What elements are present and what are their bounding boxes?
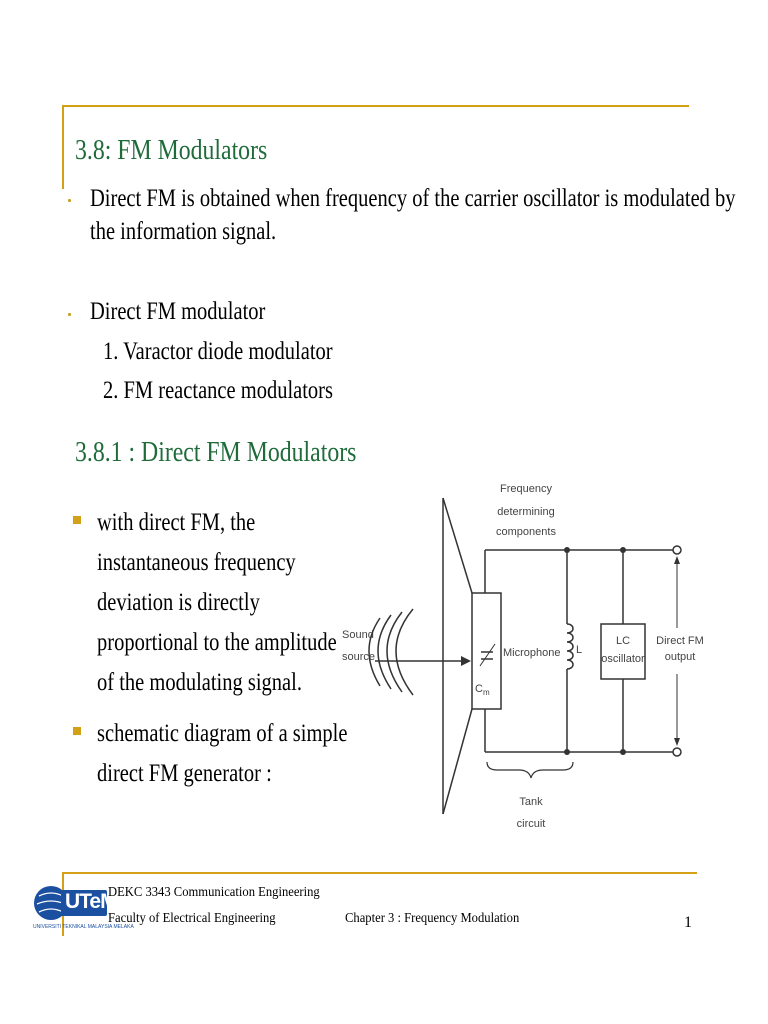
output-terminal	[673, 748, 681, 756]
osc-label: LC	[615, 635, 631, 647]
junction-dot	[564, 749, 570, 755]
top-rule	[62, 105, 689, 107]
sound-arrow-head	[461, 656, 471, 666]
section-title: 3.8: FM Modulators	[75, 134, 268, 166]
footer-chapter: Chapter 3 : Frequency Modulation	[345, 911, 520, 926]
bullet-line: direct FM generator :	[97, 760, 272, 787]
output-label: Direct FM	[656, 635, 704, 647]
bullet-text-2: Direct FM modulator	[90, 298, 266, 325]
tank-label: circuit	[516, 818, 546, 830]
bullet-line: of the modulating signal.	[97, 669, 302, 696]
sub-item-1: 1. Varactor diode modulator	[103, 338, 333, 365]
cm-label: $C_m$	[475, 683, 490, 697]
tank-label: Tank	[519, 796, 543, 808]
bullet-square-icon	[73, 727, 81, 735]
freq-label: Frequency	[500, 483, 552, 495]
output-arrow-head	[674, 556, 680, 564]
sound-wave	[396, 609, 413, 695]
sub-bullet-text-1	[97, 503, 337, 703]
bullet-icon	[68, 199, 71, 202]
top-left-rule	[62, 105, 64, 189]
bullet-text-1	[90, 182, 736, 248]
fm-generator-schematic	[335, 478, 704, 838]
junction-dot	[564, 547, 570, 553]
bullet-line: the information signal.	[90, 218, 277, 245]
sound-label: Sound	[342, 629, 374, 641]
inductor-label: L	[576, 644, 583, 656]
bullet-line: with direct FM, the	[97, 509, 256, 536]
output-arrow-head	[674, 738, 680, 746]
bullet-icon	[68, 313, 71, 316]
bullet-line: deviation is directly	[97, 589, 260, 616]
sub-bullet-text-2	[97, 714, 347, 794]
page-number: 1	[684, 914, 692, 931]
bullet-square-icon	[73, 516, 81, 524]
logo-subtext: UNIVERSITI TEKNIKAL MALAYSIA MELAKA	[33, 924, 134, 930]
sound-label: source	[342, 651, 376, 663]
footer-faculty: Faculty of Electrical Engineering	[108, 911, 276, 926]
bullet-line: instantaneous frequency	[97, 549, 296, 576]
output-terminal	[673, 546, 681, 554]
bullet-line: schematic diagram of a simple	[97, 720, 348, 747]
microphone-label: Microphone	[503, 647, 561, 659]
bullet-line: Direct FM is obtained when frequency of the carrier oscillator is modulated by	[90, 185, 736, 212]
cone-bottom-line	[443, 709, 472, 814]
sound-wave	[378, 615, 391, 689]
inductor-coil	[567, 624, 573, 669]
logo-text: UTeM	[65, 890, 117, 913]
bullet-line: proportional to the amplitude	[97, 629, 337, 656]
bottom-rule	[62, 872, 697, 874]
output-label: output	[664, 651, 696, 663]
utem-logo	[33, 878, 134, 934]
sub-item-2: 2. FM reactance modulators	[103, 377, 333, 404]
cone-top-line	[443, 498, 472, 593]
osc-label: oscillator	[601, 653, 645, 665]
freq-label: components	[496, 526, 556, 538]
sound-wave	[387, 612, 402, 692]
tank-brace	[487, 762, 573, 778]
junction-dot	[620, 749, 626, 755]
freq-label: determining	[497, 506, 555, 518]
lc-oscillator-box	[601, 624, 645, 679]
subsection-title: 3.8.1 : Direct FM Modulators	[75, 436, 357, 468]
footer-course: DEKC 3343 Communication Engineering	[108, 885, 320, 900]
junction-dot	[620, 547, 626, 553]
